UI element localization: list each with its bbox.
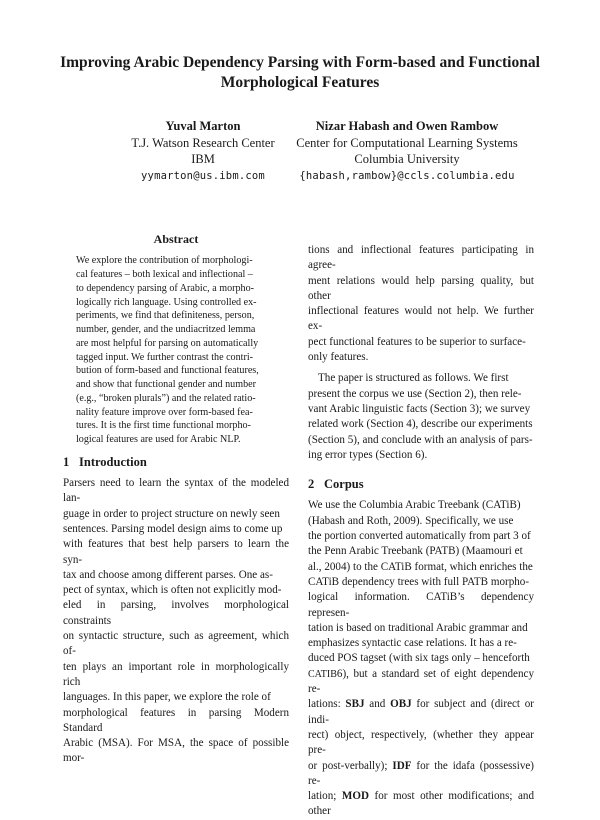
corpus-line: rect) object, respectively, (whether they appear pre- [308, 728, 534, 757]
body-line: (Section 5), and conclude with an analysis of pars- [308, 433, 533, 446]
abstract-line: periments, we find that definiteness, person, [76, 310, 255, 322]
corpus-text: lation; [308, 790, 342, 803]
abstract-line: tagged input. We further contrast the contri- [76, 351, 253, 363]
mod-term: MOD [341, 790, 369, 803]
right-column [308, 243, 534, 820]
body-line: ing error types (Section 6). [308, 448, 428, 461]
intro-line: languages. In this paper, we explore the role of [63, 691, 271, 704]
intro-line: eled in parsing, involves morphological constraints [63, 599, 289, 627]
corpus-body [308, 498, 534, 819]
corpus-text: lations: [308, 698, 346, 711]
abstract-line: nality feature improve over form-based fea- [76, 406, 253, 418]
corpus-line [308, 667, 534, 698]
body-line: related work (Section 4), describe our experiments [308, 418, 533, 431]
abstract-heading: Abstract [153, 232, 199, 246]
obj-term: OBJ [390, 698, 412, 711]
intro-line: ten plays an important role in morphologically rich [63, 660, 289, 688]
catib6-term: CATIB [308, 668, 337, 680]
intro-line: Parsers need to learn the syntax of the modeled lan- [63, 477, 289, 505]
paper-structure-paragraph [308, 371, 534, 463]
abstract-line: tures. It is the first time functional morpho- [76, 420, 251, 432]
body-line: The paper is structured as follows. We first [318, 372, 509, 385]
body-line: inflectional features would not help. We further ex- [308, 305, 534, 333]
abstract-line: (e.g., “broken plurals”) and the related ratio- [76, 392, 256, 404]
abstract-line: and show that functional gender and number [76, 379, 256, 391]
left-column [63, 232, 289, 767]
body-line: tions and inflectional features participating in agree- [308, 244, 534, 272]
corpus-line [308, 789, 534, 820]
corpus-text: or post-verbally); [308, 759, 393, 772]
intro-continuation [308, 243, 534, 365]
author-block-marton [118, 118, 288, 184]
paper-title: Improving Arabic Dependency Parsing with Form-based and Functional Morphological Features [60, 54, 540, 91]
author-email[interactable]: {habash,rambow}@ccls.columbia.edu [299, 169, 515, 182]
abstract-line: logical features are used for Arabic NLP. [76, 434, 241, 446]
intro-line: morphological features in parsing Modern Standard [63, 706, 289, 734]
abstract-line: number, gender, and the undiacritzed lemma [76, 324, 256, 336]
intro-line: on syntactic structure, such as agreement, which of- [63, 630, 289, 658]
author-block-habash-rambow [282, 118, 532, 184]
abstract-line: We explore the contribution of morphologi- [76, 255, 253, 267]
sbj-term: SBJ [345, 698, 365, 711]
corpus-line: CATiB dependency trees with full PATB morpho- [308, 575, 530, 588]
introduction-body [63, 476, 289, 767]
corpus-line: duced POS tagset (with six tags only – henceforth [308, 652, 530, 665]
author-name: Yuval Marton [165, 119, 241, 133]
section-title: Introduction [79, 454, 147, 469]
abstract-line: bution of form-based and functional features, [76, 365, 259, 377]
author-affiliation: T.J. Watson Research Center [131, 135, 275, 150]
body-line: pect functional features to be superior to surface- [308, 335, 526, 348]
corpus-line: the Penn Arabic Treebank (PATB) (Maamouri et [308, 545, 523, 558]
corpus-line: the portion converted automatically from part 3 of [308, 530, 531, 543]
corpus-text: for most other modifications; and other [308, 790, 535, 818]
author-affiliation: IBM [191, 152, 215, 166]
section-heading-introduction [63, 455, 289, 470]
abstract-line: logically rich language. Using controlled ex- [76, 296, 257, 308]
author-names: Nizar Habash and Owen Rambow [315, 119, 499, 133]
section-heading-corpus [308, 477, 534, 492]
corpus-text: 6), but a standard set of eight dependency re- [308, 667, 534, 696]
author-affiliation: Columbia University [354, 152, 460, 166]
abstract-line: cal features – both lexical and inflectional – [76, 269, 253, 281]
abstract-line: are most helpful for parsing on automatically [76, 337, 259, 349]
body-line: only features. [308, 351, 369, 364]
intro-line: tax and choose among different parses. One as- [63, 568, 273, 581]
corpus-text: for the idafa (possessive) re- [308, 759, 534, 787]
corpus-text: for subject and (direct or indi- [308, 698, 534, 726]
abstract-line: to dependency parsing of Arabic, a morpho- [76, 282, 254, 294]
corpus-line [308, 697, 534, 728]
intro-line: sentences. Parsing model design aims to come up [63, 522, 283, 535]
body-line: present the corpus we use (Section 2), then rele- [308, 387, 522, 400]
intro-line: with features that best help parsers to learn the syn- [63, 538, 289, 566]
body-line: vant Arabic linguistic facts (Section 3); we survey [308, 402, 531, 415]
corpus-line: emphasizes syntactic case relations. It has a re- [308, 637, 517, 650]
corpus-line [308, 759, 534, 790]
intro-line: pect of syntax, which is often not explicitly mod- [63, 584, 282, 597]
corpus-line: logical information. CATiB’s dependency represen- [308, 591, 534, 619]
section-number: 1 [63, 454, 70, 469]
intro-line: Arabic (MSA). For MSA, the space of possible mor- [63, 737, 289, 765]
corpus-line: (Habash and Roth, 2009). Specifically, we use [308, 514, 514, 527]
intro-line: guage in order to project structure on newly seen [63, 507, 280, 520]
idf-term: IDF [392, 759, 412, 772]
corpus-text: and [364, 698, 391, 711]
section-number: 2 [308, 477, 315, 492]
section-title: Corpus [324, 477, 364, 492]
body-line: ment relations would help parsing quality, but other [308, 274, 534, 302]
abstract-body [76, 254, 276, 447]
author-affiliation: Center for Computational Learning Systems [296, 135, 518, 150]
corpus-line: al., 2004) to the CATiB format, which enriches the [308, 560, 533, 573]
corpus-line: tation is based on traditional Arabic grammar and [308, 621, 528, 634]
corpus-line: We use the Columbia Arabic Treebank (CATiB) [308, 499, 521, 512]
author-email[interactable]: yymarton@us.ibm.com [141, 169, 265, 182]
